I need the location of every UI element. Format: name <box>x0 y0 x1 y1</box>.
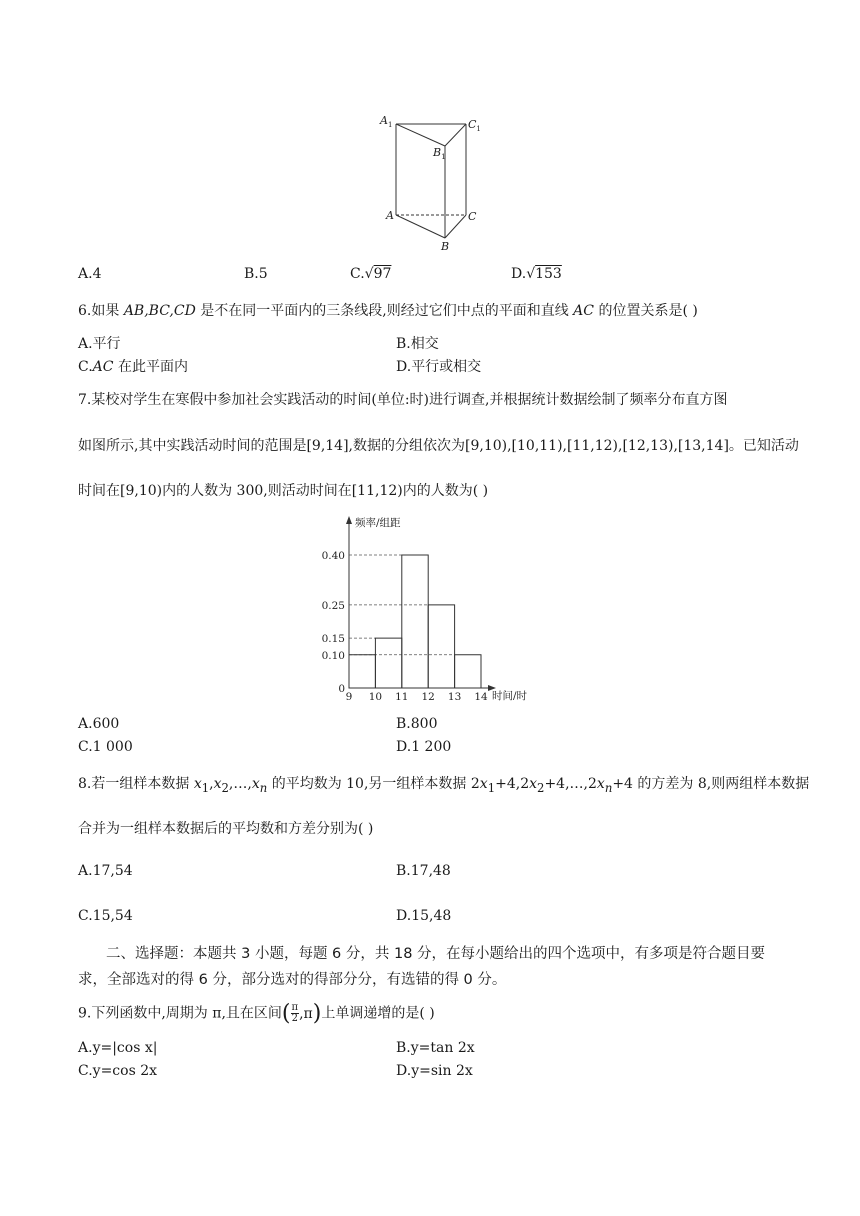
q6-option-d[interactable]: D.平行或相交 <box>396 359 482 375</box>
label-a1: $A_1$ <box>380 114 393 129</box>
label-b: B <box>441 240 450 253</box>
q9-option-a[interactable]: A.y=|cos x| <box>78 1040 158 1056</box>
q8-sample-2: $2x_1+4,2x_2+4,\dots,2x_n+4$ <box>470 776 633 795</box>
q8-option-d[interactable]: D.15,48 <box>396 908 452 924</box>
q7-stem-line-2: 如图所示,其中实践活动时间的范围是[9,14],数据的分组依次为[9,10),[10,11),[11,12),[12,13),[13,14]。已知活动 <box>78 438 799 454</box>
q7-option-c[interactable]: C.1 000 <box>78 739 133 755</box>
q8-option-c[interactable]: C.15,54 <box>78 908 133 924</box>
x-tick-label: 12 <box>421 691 435 703</box>
q5-option-c[interactable]: C.√97 <box>350 266 392 282</box>
label-c: C <box>468 210 477 223</box>
y-tick-label: 0 <box>338 683 345 695</box>
x-tick-label: 14 <box>474 691 488 703</box>
q5-option-d[interactable]: D.√153 <box>511 266 562 282</box>
x-tick-label: 10 <box>368 691 383 703</box>
q8-stem-line-1: 8.若一组样本数据 $x_1,x_2,\dots,x_n$ 的平均数为 10,另一组样本数据 $2x_1+4,2x_2+4,\dots,2x_n+4$ 的方差为 8,则两组样本数据 <box>78 776 810 795</box>
y-tick-label: 0.15 <box>321 633 345 646</box>
q7-stem-line-3: 时间在[9,10)内的人数为 300,则活动时间在[11,12)内的人数为( ) <box>78 483 489 499</box>
q6-option-a[interactable]: A.平行 <box>78 336 121 352</box>
q7-option-b[interactable]: B.800 <box>396 716 438 732</box>
histogram-bar <box>349 655 375 688</box>
edge-a1-b1 <box>396 124 445 146</box>
q6-option-c[interactable]: C.AC 在此平面内 <box>78 359 188 375</box>
q9-stem: 9.下列函数中,周期为 π,且在区间 ( π 2 , π ) 上单调递增的是( ) <box>78 1000 435 1026</box>
q9-option-b[interactable]: B.y=tan 2x <box>396 1040 475 1056</box>
y-tick-label: 0.10 <box>321 649 345 662</box>
y-axis-arrow <box>346 516 352 524</box>
y-tick-label: 0.40 <box>321 550 345 562</box>
q9-interval: ( π 2 , π ) <box>281 1000 322 1026</box>
x-axis-label: 时间/时 <box>492 690 528 702</box>
histogram-bar <box>375 638 401 688</box>
q8-option-b[interactable]: B.17,48 <box>396 863 451 879</box>
y-axis-label: 频率/组距 <box>355 517 401 529</box>
edge-b-c <box>445 215 466 238</box>
q9-option-c[interactable]: C.y=cos 2x <box>78 1063 158 1079</box>
label-c1: $C_1$ <box>468 118 481 133</box>
q7-stem-line-1: 7.某校对学生在寒假中参加社会实践活动的时间(单位:时)进行调查,并根据统计数据绘制了频率分布直方图 <box>78 392 728 408</box>
histogram-bar <box>402 555 428 688</box>
section-2-header: 二、选择题：本题共 3 小题，每题 6 分，共 18 分，在每小题给出的四个选项中，有多项是符合题目要求，全部选对的得 6 分，部分选对的得部分分，有选错的得 0 分。 <box>78 946 766 988</box>
q5-option-b[interactable]: B.5 <box>244 266 268 282</box>
label-b1: $B_1$ <box>433 146 446 161</box>
q8-option-a[interactable]: A.17,54 <box>78 863 133 879</box>
q6-stem: 6.如果 AB,BC,CD 是不在同一平面内的三条线段,则经过它们中点的平面和直线 AC 的位置关系是( ) <box>78 303 698 319</box>
histogram-bar <box>428 605 454 688</box>
x-tick-label: 13 <box>447 691 462 703</box>
edge-b1-c1 <box>445 124 466 146</box>
q7-option-a[interactable]: A.600 <box>78 716 120 732</box>
q9-option-d[interactable]: D.y=sin 2x <box>396 1063 473 1079</box>
q7-option-d[interactable]: D.1 200 <box>396 739 452 755</box>
frequency-histogram <box>310 512 550 708</box>
histogram-bar <box>455 655 481 688</box>
q8-stem-line-2: 合并为一组样本数据后的平均数和方差分别为( ) <box>78 821 374 837</box>
y-tick-label: 0.25 <box>321 599 345 612</box>
label-a: A <box>386 209 394 222</box>
edge-a-b <box>396 215 445 238</box>
x-tick-label: 11 <box>395 691 409 703</box>
q8-sample-1: $x_1,x_2,\dots,x_n$ <box>193 776 268 795</box>
prism-figure <box>370 108 490 258</box>
x-tick-label: 9 <box>345 691 353 703</box>
q5-option-a[interactable]: A.4 <box>78 266 102 282</box>
q6-option-b[interactable]: B.相交 <box>396 336 439 352</box>
